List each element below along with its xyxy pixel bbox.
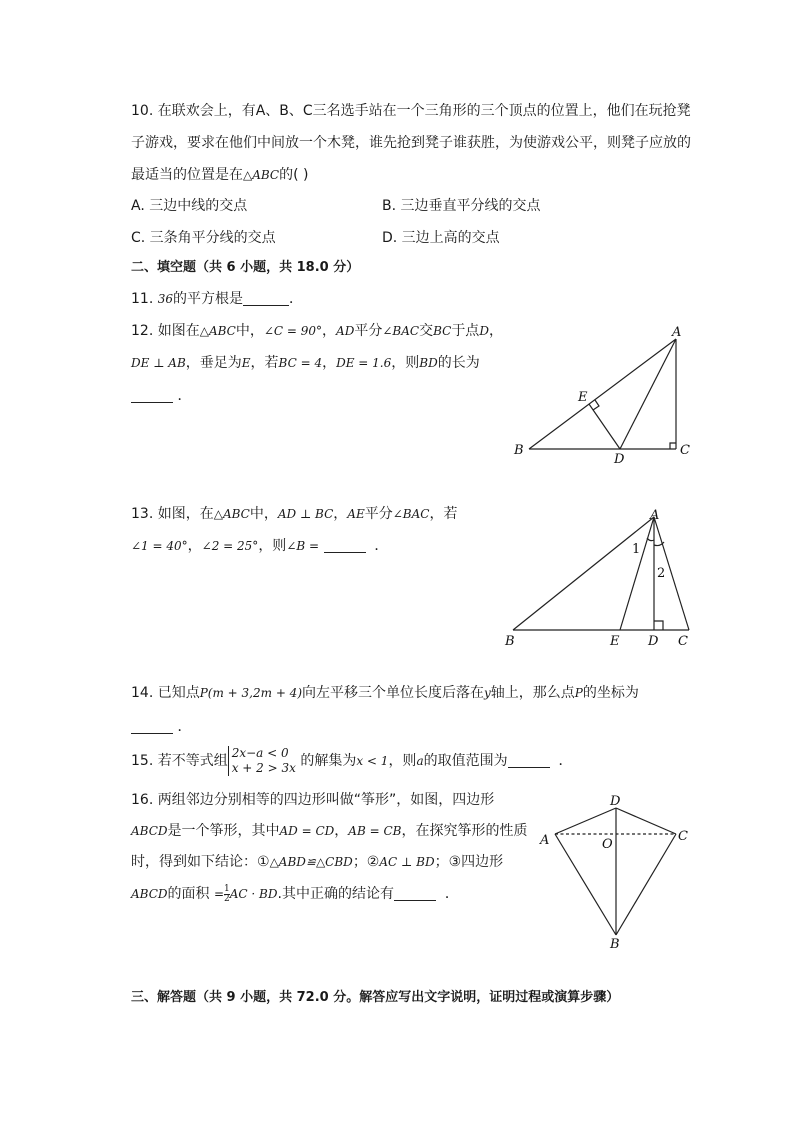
label-b: B — [514, 443, 524, 458]
q13-line-1: 13. 如图，在△ABC中，AD ⊥ BC，AE平分∠BAC，若 — [131, 506, 458, 522]
label-c: C — [680, 443, 690, 458]
label-a: A — [650, 508, 660, 523]
inequality-system: 2x−a < 0 x + 2 > 3x — [228, 746, 296, 776]
section-3-heading: 三、解答题（共 9 小题，共 72.0 分。解答应写出文字说明，证明过程或演算步骤） — [131, 990, 620, 1005]
q16-line-4: ABCD的面积 = $\frac{1}{2}$ AC · BD.其中正确的结论有 ． — [131, 883, 459, 904]
q16-line-1: 16. 两组邻边分别相等的四边形叫做“筝形”，如图，四边形 — [131, 792, 495, 808]
q12-line-3: ． — [131, 386, 191, 406]
q11-line: 11. 36的平方根是 ． — [131, 291, 303, 307]
q16-line-2: ABCD是一个筝形，其中AD = CD，AB = CB，在探究筝形的性质 — [131, 823, 528, 839]
angle-1-arc — [647, 538, 654, 541]
q13-line-2: ∠1 = 40°，∠2 = 25°，则∠B = ． — [131, 538, 389, 554]
q10-line-2: 子游戏，要求在他们中间放一个木凳，谁先抢到凳子谁获胜，为使游戏公平，则凳子应放的 — [131, 135, 691, 151]
q10-option-c: C. 三条角平分线的交点 — [131, 230, 276, 246]
label-a: A — [540, 833, 550, 848]
answer-blank — [394, 886, 436, 901]
right-angle-mark-e — [593, 400, 599, 410]
q16-line-3: 时，得到如下结论：①△ABD≌△CBD；②AC ⊥ BD；③四边形 — [131, 854, 504, 870]
label-d: D — [614, 452, 625, 467]
q12-figure — [510, 322, 710, 467]
label-a: A — [672, 325, 682, 340]
section-2-heading: 二、填空题（共 6 小题，共 18.0 分） — [131, 260, 360, 275]
segment-de — [589, 404, 620, 449]
q10-line-3: 最适当的位置是在△ABC的( ) — [131, 167, 309, 183]
answer-blank — [243, 291, 289, 306]
label-e: E — [610, 634, 620, 649]
q10-option-a: A. 三边中线的交点 — [131, 198, 248, 214]
q12-line-1: 12. 如图在△ABC中，∠C = 90°，AD平分∠BAC交BC于点D， — [131, 323, 503, 339]
fraction-one-half: $\frac{1}{2}$ — [224, 883, 230, 904]
segment-ba — [513, 517, 654, 630]
q10-option-d: D. 三边上高的交点 — [382, 230, 500, 246]
angle-1-label: 1 — [632, 542, 641, 557]
answer-blank — [131, 719, 173, 734]
q14-line-1: 14. 已知点P(m + 3,2m + 4)向左平移三个单位长度后落在y轴上，那么点P的坐标为 — [131, 685, 639, 701]
answer-blank — [324, 538, 366, 553]
segment-ba — [529, 339, 676, 449]
angle-2-label: 2 — [657, 566, 666, 581]
label-d: D — [610, 794, 621, 809]
label-b: B — [610, 937, 620, 952]
q10-option-b: B. 三边垂直平分线的交点 — [382, 198, 541, 214]
q10-line-1: 10. 在联欢会上，有A、B、C三名选手站在一个三角形的三个顶点的位置上，他们在玩抢凳 — [131, 103, 691, 119]
q16-figure — [535, 792, 695, 952]
label-e: E — [578, 390, 588, 405]
q14-line-2: ． — [131, 717, 191, 737]
label-o: O — [602, 837, 613, 852]
segment-dc — [616, 808, 676, 834]
q12-line-2: DE ⊥ AB，垂足为E，若BC = 4，DE = 1.6，则BD的长为 — [131, 355, 480, 371]
segment-ae — [620, 517, 654, 630]
segment-cb — [616, 834, 676, 935]
q15-line: 15. 若不等式组 2x−a < 0 x + 2 > 3x 的解集为x < 1，则a的取值范围为 ． — [131, 746, 573, 775]
label-b: B — [505, 634, 515, 649]
label-d: D — [648, 634, 659, 649]
q13-figure — [500, 505, 700, 650]
answer-blank — [131, 388, 173, 403]
label-c: C — [678, 634, 688, 649]
right-angle-mark-c — [670, 443, 676, 449]
segment-ad — [555, 808, 616, 834]
segment-ad — [620, 339, 676, 449]
answer-blank — [508, 753, 550, 768]
label-c: C — [678, 829, 688, 844]
right-angle-mark-d — [654, 621, 663, 630]
